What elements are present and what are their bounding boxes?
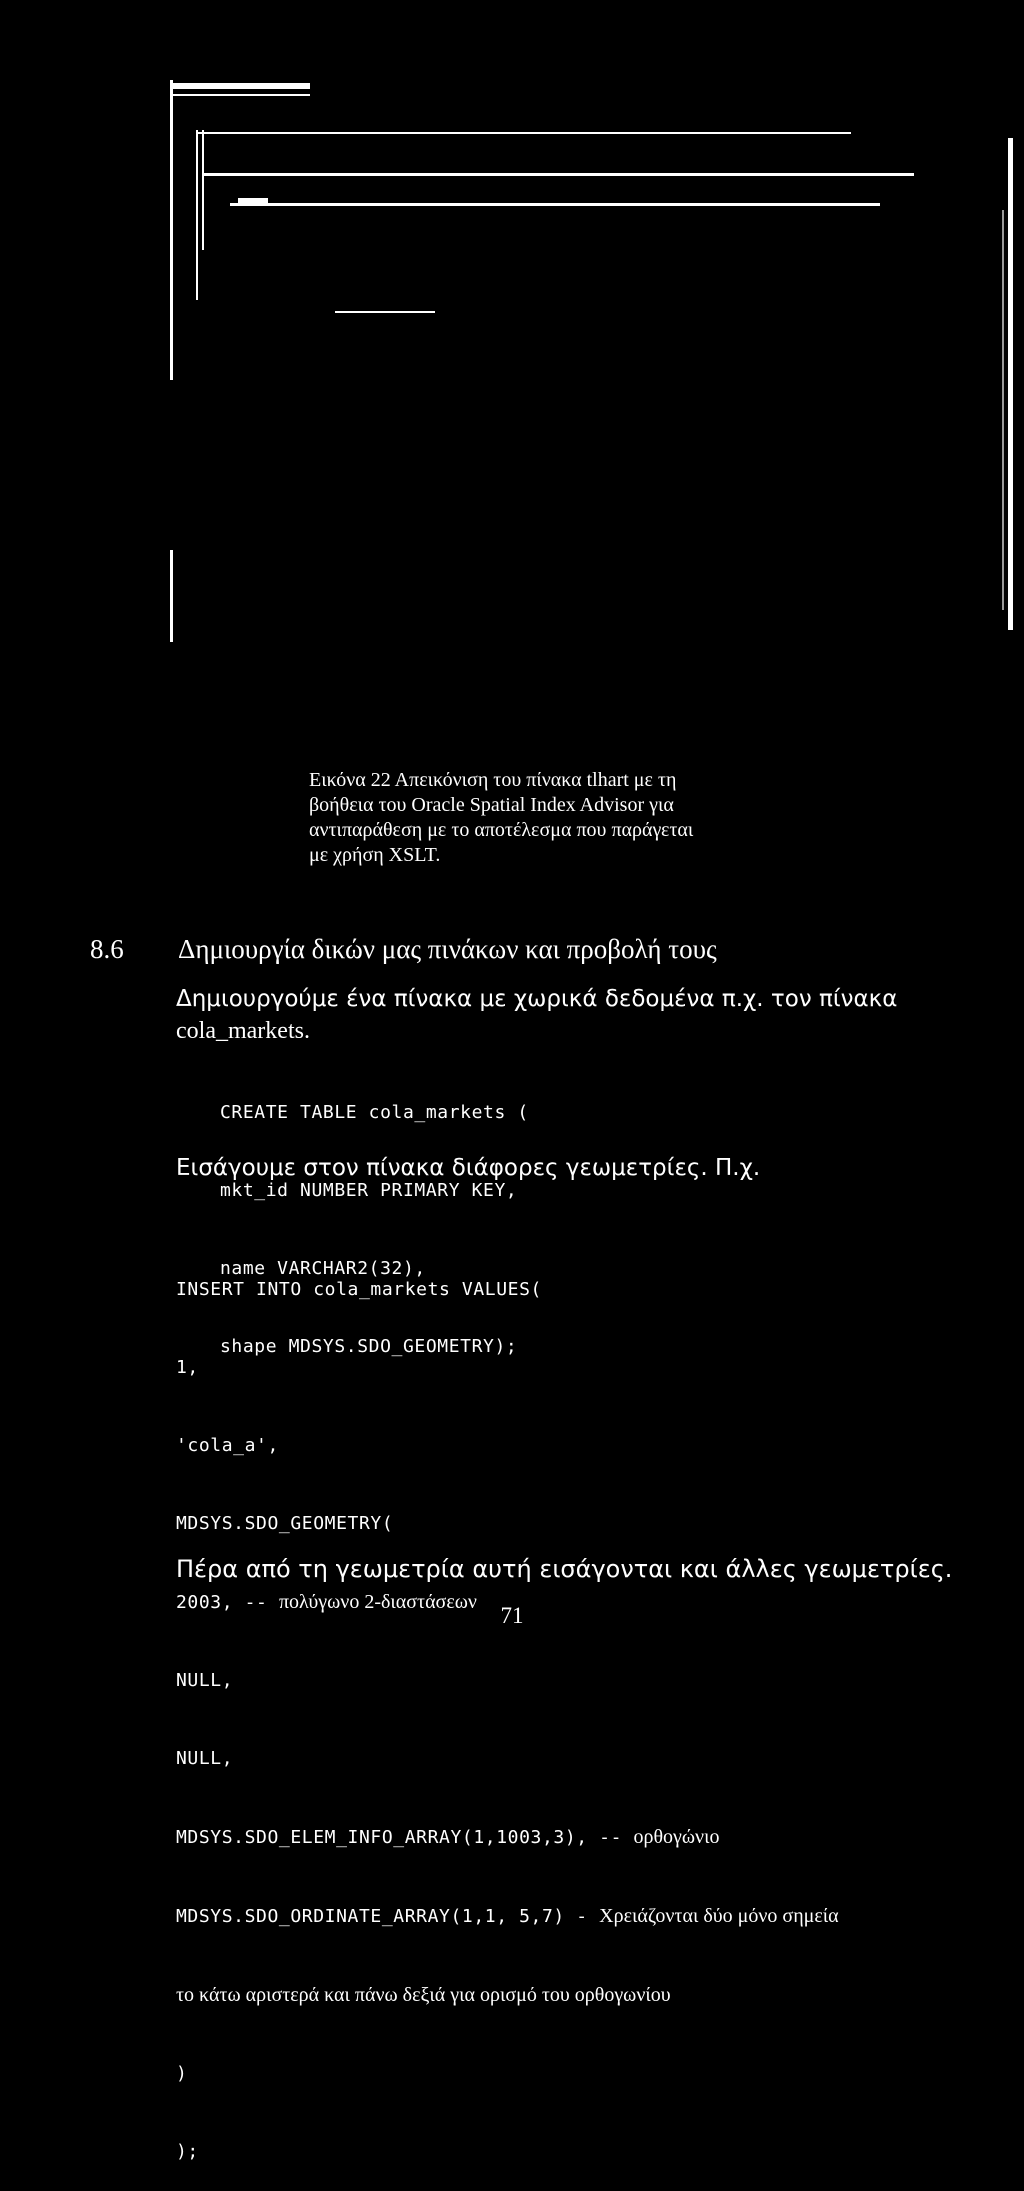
figure-titlebar [170,83,310,89]
insert-intro: Εισάγουμε στον πίνακα διάφορες γεωμετρίες. Π.χ. [176,1155,761,1181]
figure-top-rule [196,132,851,134]
intro-line-1: Δημιουργούμε ένα πίνακα με χωρικά δεδομένα π.χ. τον πίνακα [176,986,898,1012]
figure-inner-left2 [202,130,204,250]
create-code-line: shape MDSYS.SDO_GEOMETRY); [220,1336,518,1357]
insert-code-block [176,1225,839,2191]
caption-line-3: αντιπαράθεση με το αποτέλεσμα που παράγεται [309,819,694,841]
figure-toolbar-block [238,198,268,204]
figure-frame-left-lower [170,550,173,642]
insert-code-line: NULL, [176,1748,234,1769]
caption-line-1: Εικόνα 22 Απεικόνιση του πίνακα tlhart με τη [309,769,677,791]
insert-code-line [176,1824,839,1851]
section-title: Δημιουργία δικών μας πινάκων και προβολή τους [178,934,717,964]
section-number: 8.6 [90,934,124,964]
insert-code-line: ); [176,2141,199,2162]
code-comment: το κάτω αριστερά και πάνω δεξιά για ορισμό του ορθογωνίου [176,1984,671,2006]
figure-right-edge-thin [1002,210,1004,610]
insert-code-line: MDSYS.SDO_GEOMETRY( [176,1513,394,1534]
insert-code-line: 'cola_a', [176,1435,279,1456]
create-code-line: CREATE TABLE cola_markets ( [220,1102,529,1123]
figure-small-rule [335,311,435,313]
figure-screenshot [160,80,1024,640]
figure-titlebar-sub [170,94,310,96]
figure-toolbar-rule [230,203,880,206]
section-heading [90,934,717,965]
figure-caption [309,768,749,868]
figure-right-edge [1008,138,1013,630]
figure-frame-left [170,80,173,380]
create-code-line: name VARCHAR2(32), [220,1258,426,1279]
figure-mid-rule [204,173,914,176]
code-fragment: MDSYS.SDO_ORDINATE_ARRAY(1,1, 5,7) - [176,1906,600,1927]
page-number: 71 [500,1603,524,1628]
code-comment: ορθογώνιο [633,1826,720,1848]
intro-line-2: cola_markets. [176,1018,310,1044]
code-fragment: MDSYS.SDO_ELEM_INFO_ARRAY(1,1003,3), -- [176,1827,634,1848]
insert-code-line: ) [176,2063,188,2084]
caption-line-2: βοήθεια του Oracle Spatial Index Advisor για [309,794,674,816]
create-code-line: mkt_id NUMBER PRIMARY KEY, [220,1180,518,1201]
caption-line-4: με χρήση XSLT. [309,844,441,866]
insert-code-line: INSERT INTO cola_markets VALUES( [176,1279,542,1300]
insert-code-line [176,1903,839,1930]
code-fragment: 2003, -- [176,1592,279,1613]
figure-inner-left [196,130,198,300]
insert-code-line: 1, [176,1357,199,1378]
closing-sentence: Πέρα από τη γεωμετρία αυτή εισάγονται και άλλες γεωμετρίες. [176,1555,953,1583]
code-comment: πολύγωνο 2-διαστάσεων [278,1591,477,1613]
code-comment: Χρειάζονται δύο μόνο σημεία [599,1905,839,1927]
insert-code-line: NULL, [176,1670,234,1691]
insert-code-line [176,1982,839,2009]
